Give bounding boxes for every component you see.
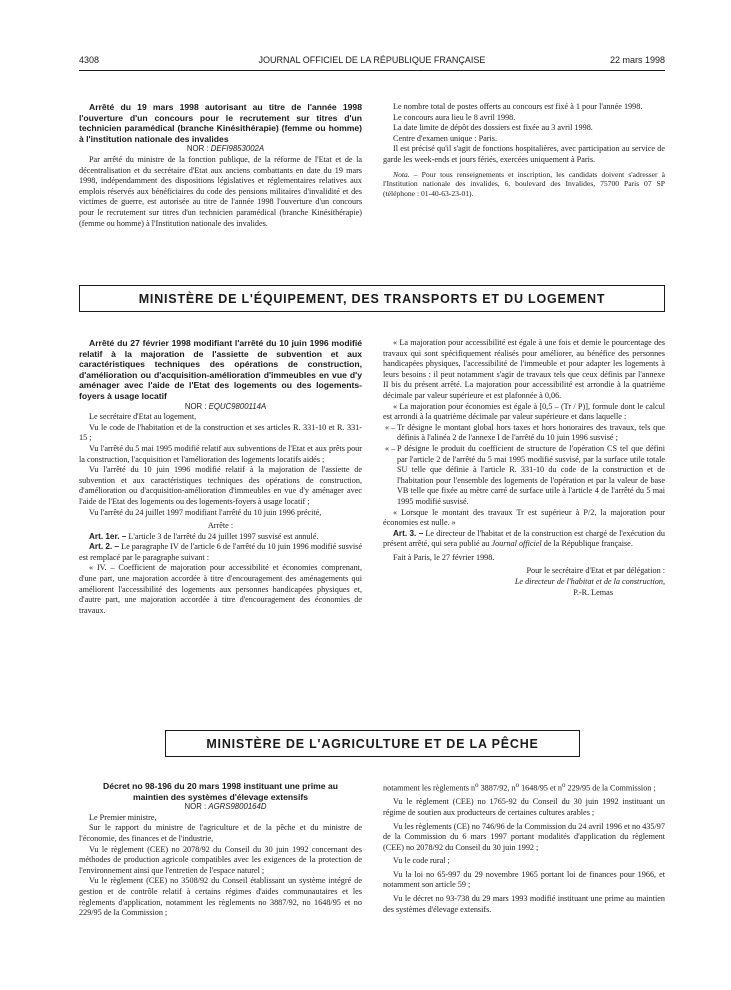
paragraph-continued: notamment les règlements $n^o$ 3887/92, $n^o$ 1648/95 et $n^o$ 229/95 de la Commission ; bbox=[383, 782, 656, 793]
paragraph: Le Premier ministre, bbox=[89, 812, 157, 822]
article-3: Art. 3. – Le directeur de l'habitat et de la construction est chargé de l'exécution du présent arrêté, qui sera publié au Journal officiel de la République française. bbox=[383, 528, 665, 549]
signatory-name: P.-R. Lemas bbox=[573, 587, 613, 597]
nor-code: DEFI9853002A bbox=[210, 144, 265, 154]
header-rule bbox=[79, 70, 665, 71]
article-2: Art. 2. – Le paragraphe IV de l'article 6 de l'arrêté du 10 juin 1996 modifié susvisé est remplacé par le paragraphe suivant : bbox=[79, 542, 362, 562]
nota-note bbox=[383, 170, 665, 199]
page-number: 4308 bbox=[79, 55, 100, 65]
paragraph: Vu l'arrêté du 5 mai 1995 modifié relatif aux subventions de l'Etat et aux prêts pour la construction, l'acquisition et l'amélioration des logements locatifs aidés ; bbox=[79, 443, 362, 464]
paragraph: « La majoration pour économies est égale à [0,5 – (Tr / P)], formule dont le calcul est arrondi à la quatrième décimale par valeur supérieure et dans laquelle : bbox=[383, 401, 665, 422]
paragraph: Sur le rapport du ministre de l'agriculture et de la pêche et du ministre de l'économie, des finances et de l'industrie, bbox=[79, 823, 362, 843]
nor-reference: NOR : DEFI9853002A bbox=[186, 144, 265, 154]
list-item: « – P désigne le produit du coefficient de structure de l'opération CS tel que défini par l'article 2 de l'arrêté du 5 mai 1995 modifié susvisé, par la surface utile totale SU telle que définie à l'article R. 331-10 du code de la construction et de l'habitation pour l'ensemble des logements de l'opération et par la valeur de base VB telle que fixée au mètre carré de surface utile à l'article 4 de l'arrêté du 5 mai 1995 modifié susvisé. bbox=[385, 443, 665, 506]
nor-reference: NOR : EQUC9800114A bbox=[184, 401, 267, 411]
paragraph: La date limite de dépôt des dossiers est fixée au 3 avril 1998. bbox=[393, 123, 593, 133]
paragraph: Vu les règlements (CE) no 746/96 de la Commission du 24 avril 1996 et no 435/97 de la Commission du 6 mars 1997 portant modalités d'application du règlement (CEE) no 2078/92 du Conseil du 30 juin 1992 ; bbox=[383, 821, 665, 852]
article-label: Art. 3. – bbox=[393, 528, 424, 538]
place-date: Fait à Paris, le 27 février 1998. bbox=[393, 552, 495, 562]
paragraph: Vu le règlement (CEE) no 3508/92 du Conseil établissant un système intégré de gestion et de contrôle relatif à certains régimes d'aides communautaires et les règlements d'application, notamment les règlements no 3887/92, no 1648/95 et no 229/95 de la Commission ; bbox=[79, 876, 362, 918]
section-heading-equipement: MINISTÈRE DE L'ÉQUIPEMENT, DES TRANSPORTS ET DU LOGEMENT bbox=[79, 285, 665, 312]
paragraph: Il est précisé qu'il s'agit de fonctions hospitalières, avec participation au service de garde les week-ends et jours fériés, exercées uniquement à Paris. bbox=[383, 144, 665, 164]
article-1: Art. 1er. – L'article 3 de l'arrêté du 24 juillet 1997 susvisé est annulé. bbox=[89, 531, 319, 541]
list-item: « – Tr désigne le montant global hors taxes et hors honoraires des travaux, tels que définis à l'alinéa 2 de l'annexe I de l'arrêté du 10 juin 1996 susvisé ; bbox=[385, 422, 665, 443]
journal-title: JOURNAL OFFICIEL DE LA RÉPUBLIQUE FRANÇAISE bbox=[258, 55, 486, 65]
nor-code: AGRS9800164D bbox=[208, 802, 267, 812]
article-title: Décret no 98-196 du 20 mars 1998 instituant une prime au maintien des systèmes d'élevage extensifs bbox=[103, 781, 338, 802]
paragraph: Vu le règlement (CEE) no 1765-92 du Conseil du 30 juin 1992 instituant un régime de soutien aux producteurs de certaines cultures arables ; bbox=[383, 797, 665, 817]
paragraph: « Lorsque le montant des travaux Tr est supérieur à P/2, la majoration pour économies est nulle. » bbox=[383, 507, 665, 528]
paragraph: Vu le code de l'habitation et de la construction et ses articles R. 331-10 et R. 331-15 ; bbox=[79, 422, 362, 443]
paragraph: Le nombre total de postes offerts au concours est fixé à 1 pour l'année 1998. bbox=[393, 102, 643, 111]
paragraph: Vu le décret no 93-738 du 29 mars 1993 modifié instituant une prime au maintien des systèmes d'élevage extensifs. bbox=[383, 894, 665, 914]
paragraph: Par arrêté du ministre de la fonction publique, de la réforme de l'Etat et de la décentralisation et du secrétaire d'Etat aux anciens combattants en date du 19 mars 1998, indépendamment des dispositions législatives et réglementaires relatives aux emplois réservés aux bénéficiaires du code des pensions militaires d'invalidité et des victimes de guerre, est autorisée au titre de l'année 1998 l'ouverture d'un concours pour le recrutement sur titres d'un technicien paramédical (branche Kinésithérapie) (femme ou homme) à l'Institution nationale des invalides. bbox=[79, 154, 362, 228]
nota-label: Nota. bbox=[393, 169, 410, 179]
signature-line: Pour le secrétaire d'Etat et par délégation : bbox=[526, 566, 665, 576]
issue-date: 22 mars 1998 bbox=[609, 55, 665, 65]
nota-text: – Pour tous renseignements et inscription, les candidats doivent s'adresser à l'Institution nationale des invalides, 6, boulevard des Invalides, 75700 Paris 07 SP (téléphone : 01-40-63-23-01). bbox=[383, 169, 665, 199]
article-decret-col1 bbox=[79, 781, 362, 918]
section-heading-agriculture: MINISTÈRE DE L'AGRICULTURE ET DE LA PÊCHE bbox=[165, 730, 580, 757]
article-title: Arrêté du 27 février 1998 modifiant l'arrêté du 10 juin 1996 modifié relatif à la majoration de l'assiette de subvention et aux caractéristiques techniques des opérations de construction, d'amélioration ou d'acquisition-amélioration d'immeubles en vue d'y aménager avec l'aide de l'Etat des logements ou des logements-foyers à usage locatif bbox=[79, 338, 362, 401]
arrete-heading: Arrête : bbox=[207, 521, 234, 531]
article-label: Art. 1er. – bbox=[89, 531, 127, 541]
paragraph: Centre d'examen unique : Paris. bbox=[393, 133, 498, 143]
article-majoration-col2 bbox=[383, 338, 665, 598]
article-label: Art. 2. – bbox=[89, 542, 120, 552]
article-majoration-col1 bbox=[79, 338, 362, 616]
nor-code: EQUC9800114A bbox=[208, 401, 267, 411]
page-header bbox=[79, 55, 665, 69]
paragraph: « La majoration pour accessibilité est égale à une fois et demie le pourcentage des travaux qui sont spécifiquement réalisés pour améliorer, au bénéfice des personnes handicapées physiques, l'accessibilité de l'immeuble et pour adapter les logements à leurs besoins : il peut notamment s'agir de travaux tels que ceux définis par l'annexe II bis du présent arrêté. La majoration pour accessibilité est arrondie à la quatrième décimale par valeur supérieure et est plafonnée à 0,06. bbox=[383, 338, 665, 400]
paragraph: Vu le code rural ; bbox=[393, 856, 450, 866]
article-concours-col1 bbox=[79, 102, 362, 229]
paragraph: Le secrétaire d'Etat au logement, bbox=[89, 412, 197, 422]
nor-reference: NOR : AGRS9800164D bbox=[184, 802, 267, 812]
paragraph: « IV. – Coefficient de majoration pour accessibilité et économies comprenant, d'une part, une majoration accordée à titre d'encouragement des aménagements qui améliorent l'accessibilité des logements aux personnes handicapées physiques et, d'autre part, une majoration accordée à titre d'encouragement des économies de travaux. bbox=[79, 563, 362, 615]
signature-title: Le directeur de l'habitat et de la construction, bbox=[514, 577, 665, 587]
paragraph: Vu la loi no 65-997 du 29 novembre 1965 portant loi de finances pour 1966, et notamment son article 59 ; bbox=[383, 869, 665, 890]
article-concours-col2 bbox=[383, 102, 665, 199]
paragraph: Vu l'arrêté du 24 juillet 1997 modifiant l'arrêté du 10 juin 1996 précité, bbox=[89, 507, 322, 517]
paragraph: Vu l'arrêté du 10 juin 1996 modifié relatif à la majoration de l'assiette de subvention et aux caractéristiques techniques des opérations de construction, d'amélioration ou d'acquisition-amélioration d'immeubles en vue d'y aménager avec l'aide de l'Etat des logements ou des logements-foyers à usage locatif ; bbox=[79, 465, 362, 506]
article-decret-col2 bbox=[383, 781, 665, 915]
paragraph: Le concours aura lieu le 8 avril 1998. bbox=[393, 112, 516, 122]
paragraph: Vu le règlement (CEE) no 2078/92 du Conseil du 30 juin 1992 concernant des méthodes de production agricole compatibles avec les exigences de la protection de l'environnement ainsi que l'entretien de l'espace naturel ; bbox=[79, 844, 362, 875]
article-title: Arrêté du 19 mars 1998 autorisant au titre de l'année 1998 l'ouverture d'un concours pour le recrutement sur titres d'un technicien paramédical (branche Kinésithérapie) (femme ou homme) à l'institution nationale des invalides bbox=[79, 102, 362, 144]
